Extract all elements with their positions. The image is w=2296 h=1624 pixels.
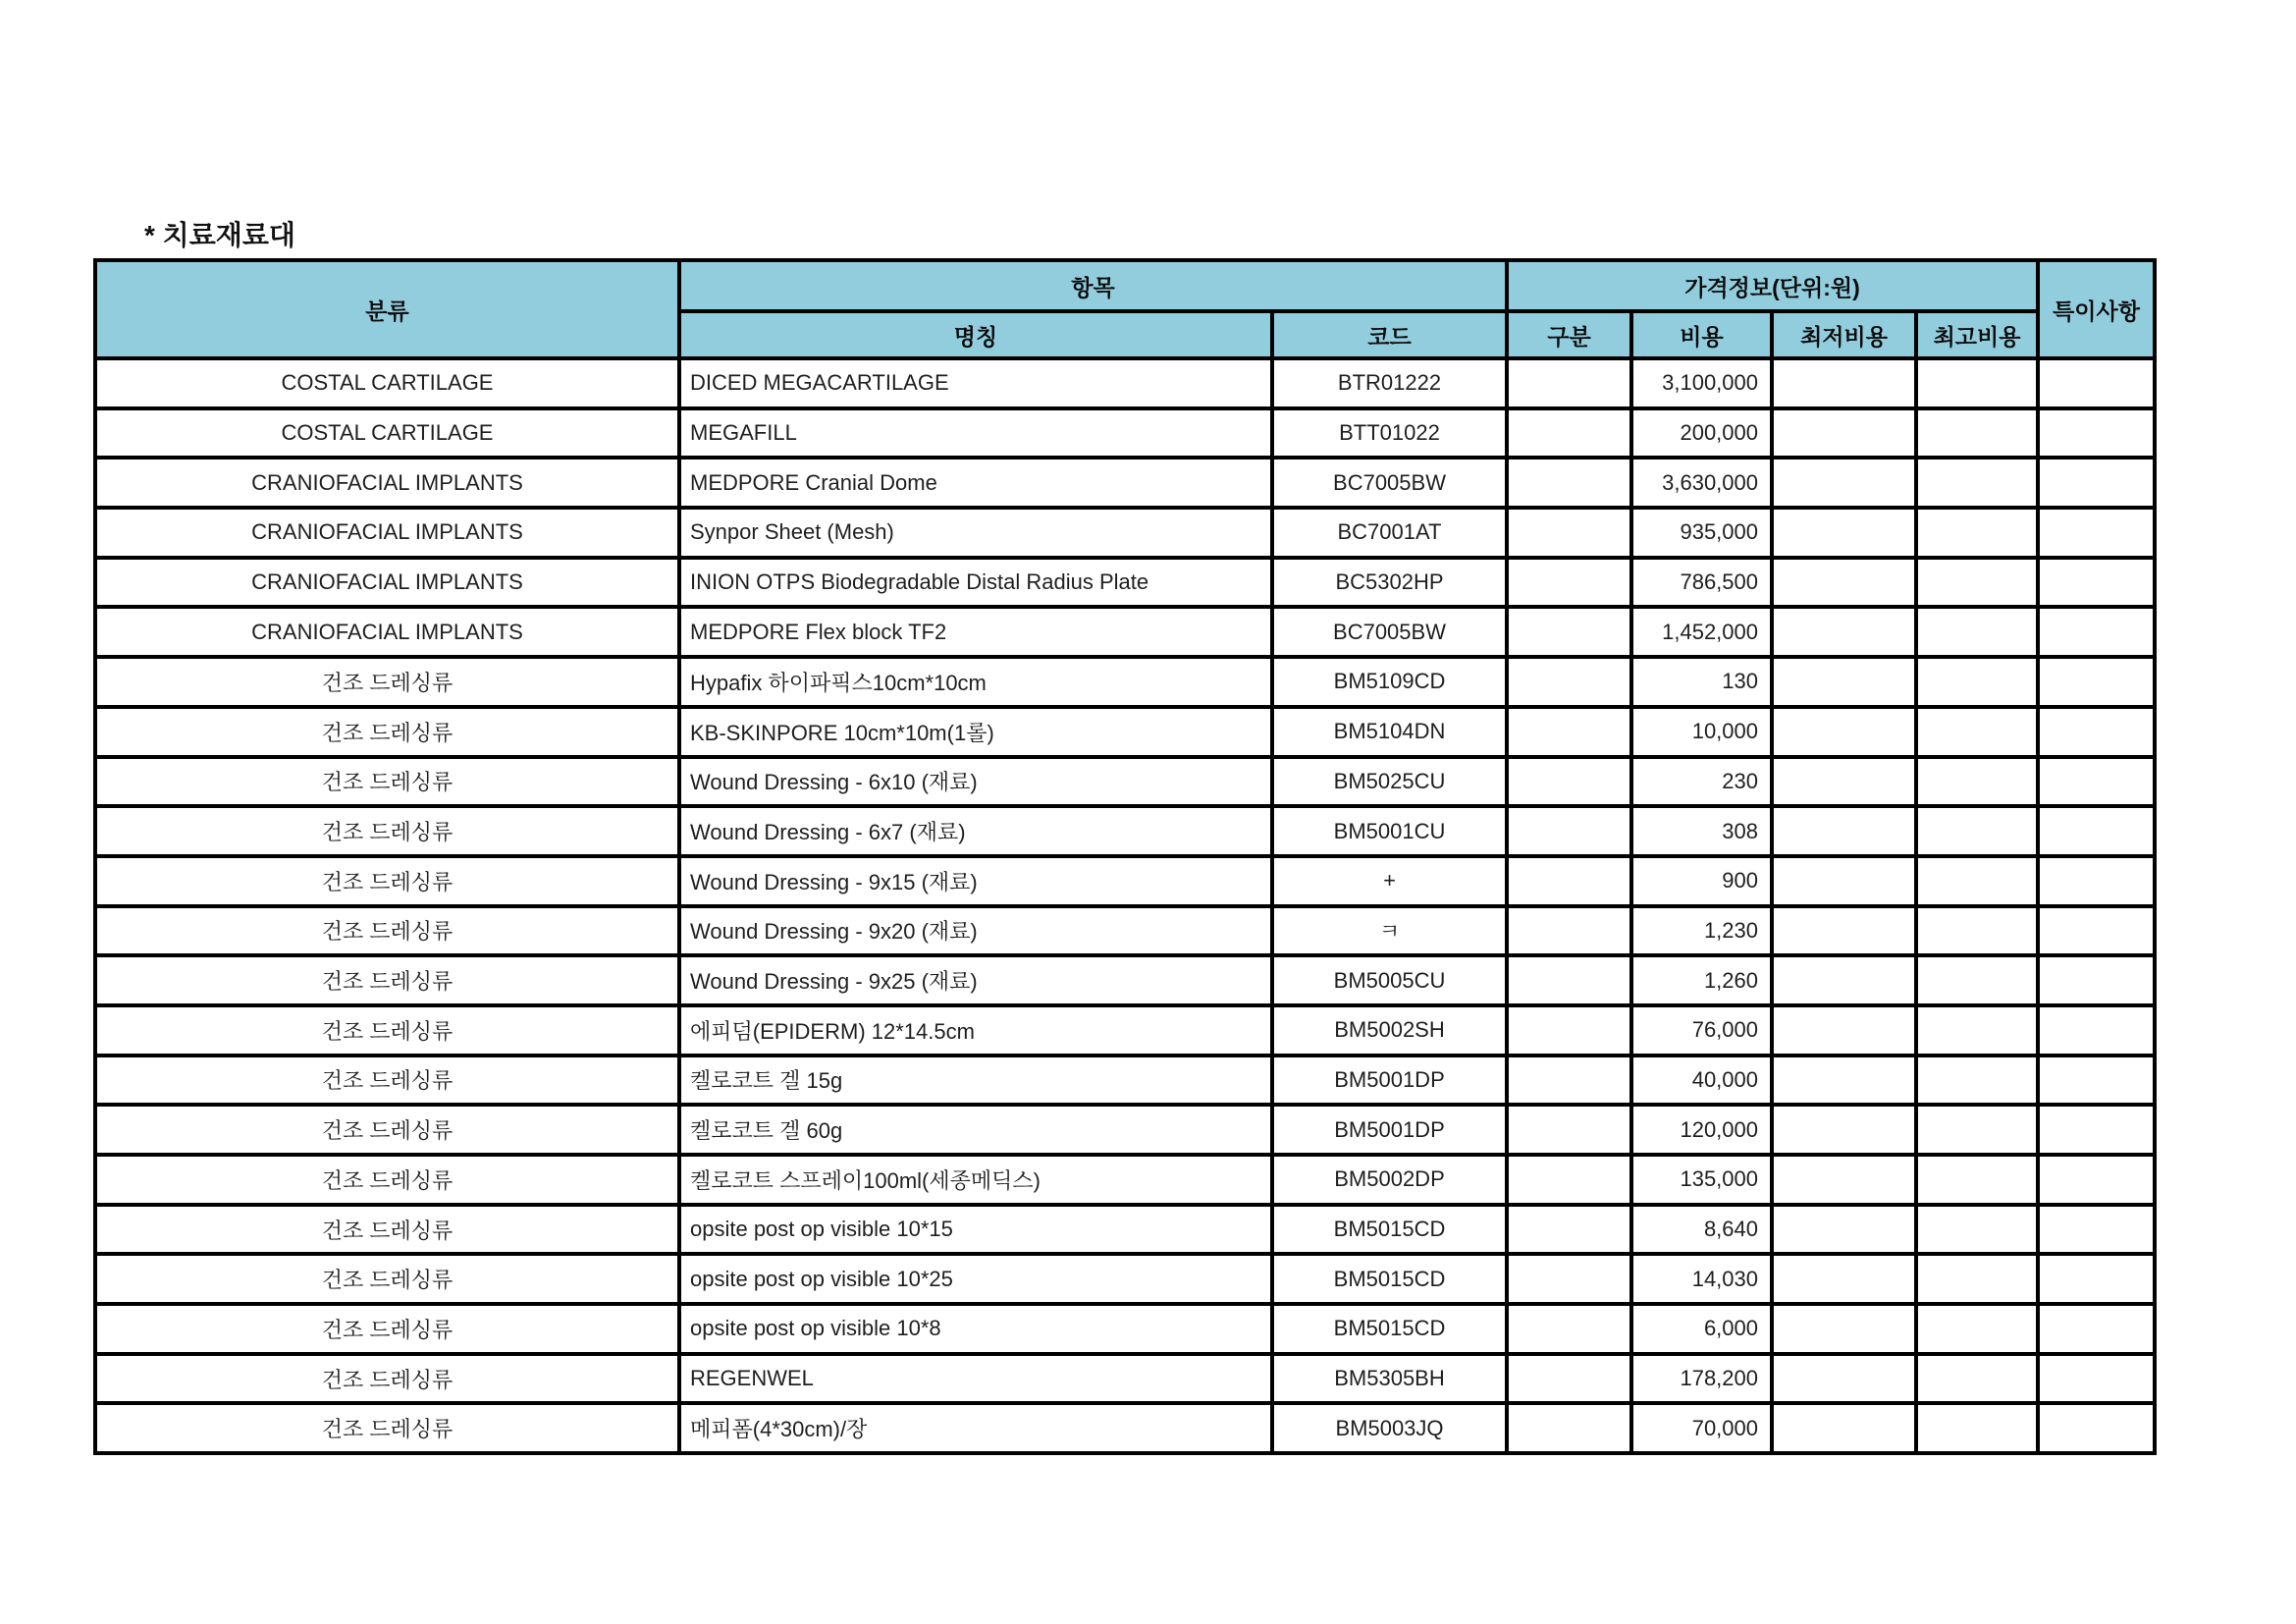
cell-notes	[2038, 1354, 2155, 1404]
cell-cost: 308	[1631, 806, 1772, 856]
cell-max-cost	[1916, 408, 2038, 459]
cell-name: Wound Dressing - 9x15 (재료)	[679, 856, 1272, 906]
cell-code: BC7005BW	[1272, 458, 1507, 508]
cell-division	[1507, 1205, 1631, 1255]
cell-name: 켈로코트 겔 60g	[679, 1105, 1272, 1155]
cell-division	[1507, 458, 1631, 508]
table-row	[95, 358, 2155, 408]
cell-min-cost	[1772, 1205, 1916, 1255]
cell-max-cost	[1916, 707, 2038, 757]
cell-max-cost	[1916, 657, 2038, 707]
cell-notes	[2038, 806, 2155, 856]
cell-category: 건조 드레싱류	[95, 1304, 679, 1354]
cell-min-cost	[1772, 1354, 1916, 1404]
cell-cost: 786,500	[1631, 558, 1772, 608]
cell-cost: 120,000	[1631, 1105, 1772, 1155]
cell-code: BM5003JQ	[1272, 1403, 1507, 1453]
cell-notes	[2038, 408, 2155, 459]
cell-notes	[2038, 757, 2155, 807]
cell-max-cost	[1916, 1005, 2038, 1056]
table-row	[95, 757, 2155, 807]
cell-division	[1507, 1155, 1631, 1205]
header-min-cost: 최저비용	[1772, 311, 1916, 358]
cell-category: 건조 드레싱류	[95, 955, 679, 1005]
cell-notes	[2038, 1403, 2155, 1453]
cell-cost: 1,230	[1631, 906, 1772, 956]
table-header	[95, 260, 2155, 358]
cell-cost: 8,640	[1631, 1205, 1772, 1255]
cell-min-cost	[1772, 1254, 1916, 1304]
cell-name: INION OTPS Biodegradable Distal Radius Plate	[679, 558, 1272, 608]
cell-cost: 900	[1631, 856, 1772, 906]
cell-name: Wound Dressing - 6x10 (재료)	[679, 757, 1272, 807]
cell-code: BM5025CU	[1272, 757, 1507, 807]
table-row	[95, 1354, 2155, 1404]
cell-notes	[2038, 458, 2155, 508]
cell-category: CRANIOFACIAL IMPLANTS	[95, 607, 679, 657]
cell-division	[1507, 955, 1631, 1005]
header-max-cost: 최고비용	[1916, 311, 2038, 358]
cell-notes	[2038, 558, 2155, 608]
cell-notes	[2038, 906, 2155, 956]
cell-min-cost	[1772, 757, 1916, 807]
cell-category: COSTAL CARTILAGE	[95, 408, 679, 459]
cell-notes	[2038, 1254, 2155, 1304]
cell-min-cost	[1772, 508, 1916, 558]
cell-category: 건조 드레싱류	[95, 707, 679, 757]
table-row	[95, 1105, 2155, 1155]
cell-division	[1507, 1254, 1631, 1304]
table-body	[95, 358, 2155, 1453]
cell-code: BTR01222	[1272, 358, 1507, 408]
cell-notes	[2038, 508, 2155, 558]
cell-code: BM5002SH	[1272, 1005, 1507, 1056]
cell-name: MEDPORE Flex block TF2	[679, 607, 1272, 657]
cell-name: opsite post op visible 10*15	[679, 1205, 1272, 1255]
header-cost: 비용	[1631, 311, 1772, 358]
cell-max-cost	[1916, 1205, 2038, 1255]
cell-cost: 230	[1631, 757, 1772, 807]
cell-max-cost	[1916, 358, 2038, 408]
cell-max-cost	[1916, 607, 2038, 657]
cell-min-cost	[1772, 856, 1916, 906]
table-row	[95, 508, 2155, 558]
table-row	[95, 1056, 2155, 1106]
header-price-group: 가격정보(단위:원)	[1507, 260, 2038, 311]
cell-max-cost	[1916, 1056, 2038, 1106]
cell-division	[1507, 806, 1631, 856]
cell-category: COSTAL CARTILAGE	[95, 358, 679, 408]
table-row	[95, 1155, 2155, 1205]
cell-category: 건조 드레싱류	[95, 757, 679, 807]
cell-notes	[2038, 1205, 2155, 1255]
cell-cost: 200,000	[1631, 408, 1772, 459]
cell-max-cost	[1916, 955, 2038, 1005]
cell-notes	[2038, 1005, 2155, 1056]
cell-division	[1507, 558, 1631, 608]
cell-max-cost	[1916, 1155, 2038, 1205]
cell-category: 건조 드레싱류	[95, 1056, 679, 1106]
table-row	[95, 856, 2155, 906]
header-category: 분류	[95, 260, 679, 358]
cell-max-cost	[1916, 1354, 2038, 1404]
table-row	[95, 657, 2155, 707]
cell-max-cost	[1916, 508, 2038, 558]
cell-category: 건조 드레싱류	[95, 1354, 679, 1404]
table-row	[95, 1403, 2155, 1453]
cell-notes	[2038, 657, 2155, 707]
cell-max-cost	[1916, 1304, 2038, 1354]
cell-code: ㅋ	[1272, 906, 1507, 956]
cell-cost: 10,000	[1631, 707, 1772, 757]
cell-max-cost	[1916, 856, 2038, 906]
cell-code: BM5015CD	[1272, 1254, 1507, 1304]
cell-division	[1507, 408, 1631, 459]
cell-code: BM5001DP	[1272, 1105, 1507, 1155]
cell-min-cost	[1772, 408, 1916, 459]
cell-cost: 178,200	[1631, 1354, 1772, 1404]
table-row	[95, 607, 2155, 657]
cell-cost: 70,000	[1631, 1403, 1772, 1453]
cell-category: 건조 드레싱류	[95, 657, 679, 707]
cell-min-cost	[1772, 1105, 1916, 1155]
cell-max-cost	[1916, 757, 2038, 807]
cell-division	[1507, 508, 1631, 558]
cell-name: DICED MEGACARTILAGE	[679, 358, 1272, 408]
cell-division	[1507, 1304, 1631, 1354]
cell-name: Wound Dressing - 9x25 (재료)	[679, 955, 1272, 1005]
cell-min-cost	[1772, 458, 1916, 508]
cell-min-cost	[1772, 558, 1916, 608]
table-row	[95, 1304, 2155, 1354]
cell-category: 건조 드레싱류	[95, 1155, 679, 1205]
cell-cost: 935,000	[1631, 508, 1772, 558]
cell-min-cost	[1772, 1155, 1916, 1205]
cell-division	[1507, 607, 1631, 657]
cell-name: Synpor Sheet (Mesh)	[679, 508, 1272, 558]
cell-max-cost	[1916, 458, 2038, 508]
cell-cost: 1,452,000	[1631, 607, 1772, 657]
cell-division	[1507, 657, 1631, 707]
cell-code: BC7005BW	[1272, 607, 1507, 657]
cell-code: BM5104DN	[1272, 707, 1507, 757]
cell-division	[1507, 757, 1631, 807]
cell-cost: 130	[1631, 657, 1772, 707]
cell-division	[1507, 856, 1631, 906]
cell-code: +	[1272, 856, 1507, 906]
cell-division	[1507, 1105, 1631, 1155]
table-row	[95, 707, 2155, 757]
cell-code: BM5002DP	[1272, 1155, 1507, 1205]
cell-code: BC7001AT	[1272, 508, 1507, 558]
cell-name: opsite post op visible 10*25	[679, 1254, 1272, 1304]
cell-category: 건조 드레싱류	[95, 1254, 679, 1304]
cell-division	[1507, 358, 1631, 408]
cell-division	[1507, 1005, 1631, 1056]
cell-notes	[2038, 607, 2155, 657]
cell-max-cost	[1916, 1254, 2038, 1304]
cell-cost: 14,030	[1631, 1254, 1772, 1304]
cell-category: 건조 드레싱류	[95, 856, 679, 906]
price-table	[93, 258, 2157, 1455]
table-row	[95, 458, 2155, 508]
cell-cost: 1,260	[1631, 955, 1772, 1005]
cell-name: Wound Dressing - 6x7 (재료)	[679, 806, 1272, 856]
table-row	[95, 806, 2155, 856]
cell-category: 건조 드레싱류	[95, 1105, 679, 1155]
cell-division	[1507, 1056, 1631, 1106]
cell-name: 켈로코트 스프레이100ml(세종메딕스)	[679, 1155, 1272, 1205]
cell-notes	[2038, 707, 2155, 757]
header-notes: 특이사항	[2038, 260, 2155, 358]
cell-code: BM5001DP	[1272, 1056, 1507, 1106]
cell-division	[1507, 707, 1631, 757]
table-row	[95, 558, 2155, 608]
cell-notes	[2038, 955, 2155, 1005]
header-code: 코드	[1272, 311, 1507, 358]
cell-category: 건조 드레싱류	[95, 906, 679, 956]
cell-min-cost	[1772, 806, 1916, 856]
cell-notes	[2038, 1155, 2155, 1205]
cell-division	[1507, 1403, 1631, 1453]
cell-min-cost	[1772, 906, 1916, 956]
cell-min-cost	[1772, 955, 1916, 1005]
cell-code: BM5305BH	[1272, 1354, 1507, 1404]
cell-category: 건조 드레싱류	[95, 1205, 679, 1255]
cell-min-cost	[1772, 358, 1916, 408]
cell-name: MEDPORE Cranial Dome	[679, 458, 1272, 508]
cell-category: CRANIOFACIAL IMPLANTS	[95, 558, 679, 608]
cell-min-cost	[1772, 607, 1916, 657]
cell-cost: 6,000	[1631, 1304, 1772, 1354]
table-row	[95, 1205, 2155, 1255]
cell-min-cost	[1772, 657, 1916, 707]
cell-cost: 3,630,000	[1631, 458, 1772, 508]
cell-category: 건조 드레싱류	[95, 1005, 679, 1056]
cell-code: BC5302HP	[1272, 558, 1507, 608]
cell-division	[1507, 906, 1631, 956]
cell-min-cost	[1772, 1005, 1916, 1056]
cell-max-cost	[1916, 558, 2038, 608]
cell-category: 건조 드레싱류	[95, 806, 679, 856]
cell-name: MEGAFILL	[679, 408, 1272, 459]
header-item-group: 항목	[679, 260, 1507, 311]
table-row	[95, 408, 2155, 459]
table-row	[95, 1254, 2155, 1304]
cell-category: 건조 드레싱류	[95, 1403, 679, 1453]
cell-min-cost	[1772, 1304, 1916, 1354]
cell-cost: 76,000	[1631, 1005, 1772, 1056]
cell-name: KB-SKINPORE 10cm*10m(1롤)	[679, 707, 1272, 757]
page-title: * 치료재료대	[144, 220, 295, 250]
cell-name: Hypafix 하이파픽스10cm*10cm	[679, 657, 1272, 707]
cell-notes	[2038, 1056, 2155, 1106]
cell-code: BTT01022	[1272, 408, 1507, 459]
cell-notes	[2038, 1304, 2155, 1354]
cell-cost: 3,100,000	[1631, 358, 1772, 408]
cell-cost: 40,000	[1631, 1056, 1772, 1106]
cell-category: CRANIOFACIAL IMPLANTS	[95, 508, 679, 558]
cell-notes	[2038, 358, 2155, 408]
table-row	[95, 1005, 2155, 1056]
cell-name: 켈로코트 겔 15g	[679, 1056, 1272, 1106]
cell-category: CRANIOFACIAL IMPLANTS	[95, 458, 679, 508]
cell-code: BM5005CU	[1272, 955, 1507, 1005]
table-row	[95, 906, 2155, 956]
cell-code: BM5109CD	[1272, 657, 1507, 707]
cell-name: opsite post op visible 10*8	[679, 1304, 1272, 1354]
cell-notes	[2038, 1105, 2155, 1155]
cell-max-cost	[1916, 1105, 2038, 1155]
cell-cost: 135,000	[1631, 1155, 1772, 1205]
table-row	[95, 955, 2155, 1005]
cell-code: BM5001CU	[1272, 806, 1507, 856]
header-division: 구분	[1507, 311, 1631, 358]
cell-max-cost	[1916, 806, 2038, 856]
cell-name: REGENWEL	[679, 1354, 1272, 1404]
cell-code: BM5015CD	[1272, 1304, 1507, 1354]
cell-min-cost	[1772, 707, 1916, 757]
cell-name: 에피덤(EPIDERM) 12*14.5cm	[679, 1005, 1272, 1056]
cell-name: Wound Dressing - 9x20 (재료)	[679, 906, 1272, 956]
cell-code: BM5015CD	[1272, 1205, 1507, 1255]
cell-min-cost	[1772, 1403, 1916, 1453]
header-name: 명칭	[679, 311, 1272, 358]
cell-max-cost	[1916, 1403, 2038, 1453]
cell-division	[1507, 1354, 1631, 1404]
cell-max-cost	[1916, 906, 2038, 956]
cell-min-cost	[1772, 1056, 1916, 1106]
cell-name: 메피폼(4*30cm)/장	[679, 1403, 1272, 1453]
cell-notes	[2038, 856, 2155, 906]
